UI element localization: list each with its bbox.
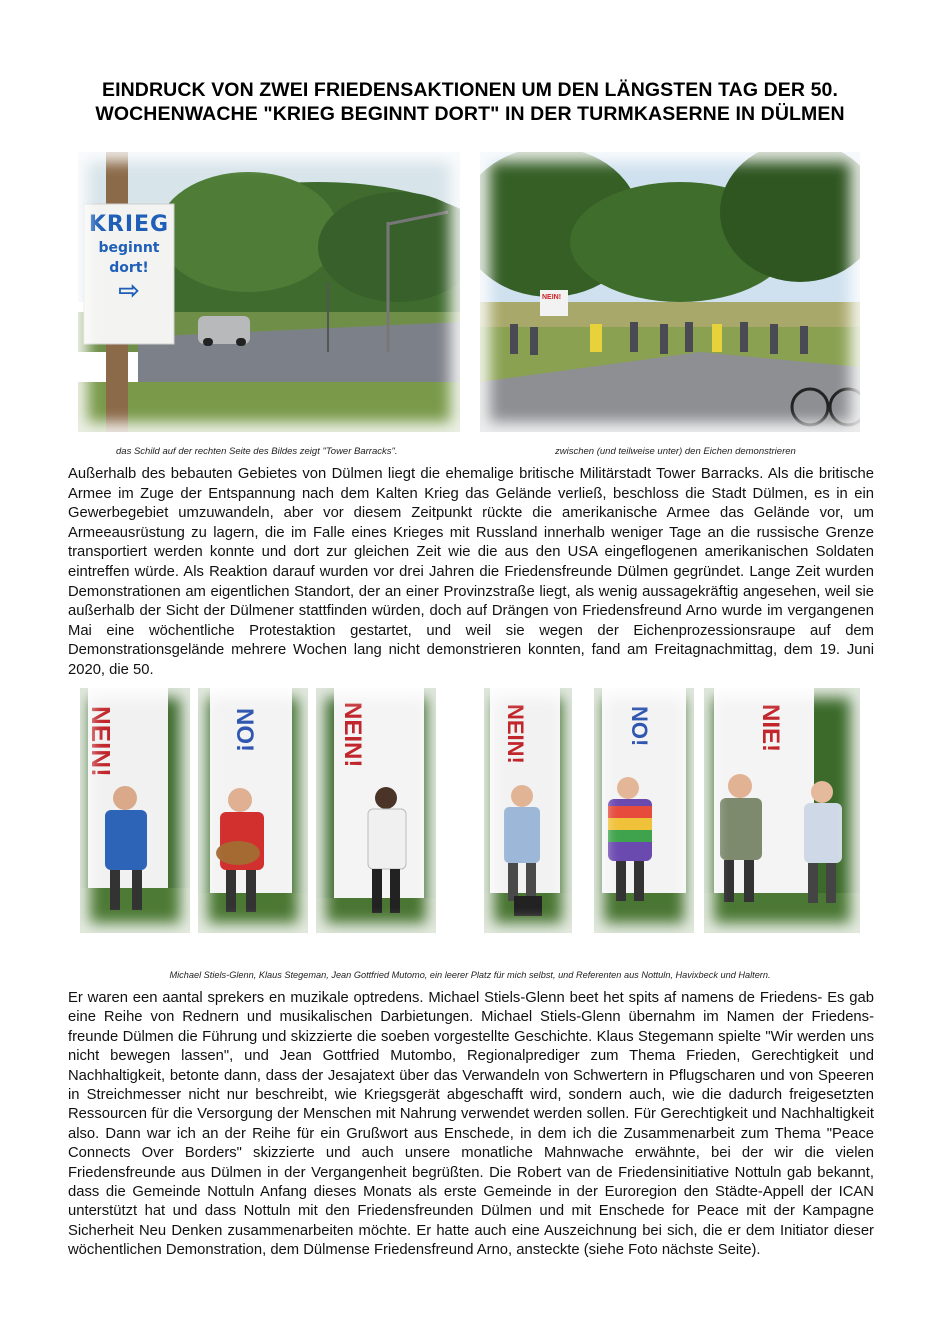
paragraph-2: Er waren een aantal sprekers en muzikale optredens. Michael Stiels-Glenn beet het spits af namens de Friedens- Es gab eine Reihe von Rednern und musikalischen Darbietungen. Michael Stiels-Glenn übernahm im Namen der Friedens- freunde Dülmen die Führung und skizzierte die soeben vorgestellte Geschichte. Klaus Stegemann spielte "Wir werden uns nicht bewegen lassen", und Jean Gottfried Mutombo, Regionalprediger zum Thema Frieden, Gerechtigkeit und Nachhaltigkeit, betonte dann, dass der Jesajatext über das Verwandeln von Schwertern in Pflugscharen und von Speeren in Streichmesser nicht nur beschreibt, wie Kriegsgerät abgeschafft wird, sondern auch, wie die dadurch freigesetzten Ressourcen für die Versorgung der Menschen mit Nahrung verwendet werden sollen. Für Gerechtigkeit und Nachhaltigkeit also. Dann war ich an der Reihe für ein Grußwort aus Enschede, in dem ich die Zusammenarbeit zum Thema "Peace Connects Over Borders" skizzierte und auch unsere monatliche Mahnwache erwähnte, bei der wir die vielen Friedensfreunde aus Dülmen in der Vergangenheit begrüßten. Die Robert van de Friedensinitiative Nottuln gab bekannt, dass die Gemeinde Nottuln Anfang dieses Monats als erste Gemeinde in der Euroregion den Städte-Appell der ICAN unterstützt hat und dass Nottuln mit den Friedensfreunden Dülmen und mit Enschede for Peace mit der Kampagne Sicherheit Neu Denken zusammenarbeiten möchte. Er hatte auch eine Auszeichnung bei sich, die er dem Initiator dieser wöchentlichen Demonstration, dem Dülmense Friedensfreund Arno, ansteckte (siehe Foto nächste Seite). <box>68 990 874 1259</box>
banner-text-2: NO! <box>231 708 258 752</box>
speaker-photo-1 <box>80 688 190 933</box>
title-line-2: WOCHENWACHE "KRIEG BEGINNT DORT" IN DER TURMKASERNE IN DÜLMEN <box>95 103 845 125</box>
photo-road-sign <box>78 152 460 432</box>
speaker-photo-4 <box>484 688 572 933</box>
speaker-photo-5 <box>594 688 694 933</box>
sign-line-2: beginnt <box>98 240 160 256</box>
speaker-photo-2 <box>198 688 308 933</box>
banner-text-5: NO! <box>627 706 652 747</box>
page-title <box>40 78 900 126</box>
sign-line-3: dort! <box>109 260 149 276</box>
speaker-photo-6 <box>704 688 860 933</box>
caption-right: zwischen (und teilweise unter) den Eichen demonstrieren <box>555 446 796 457</box>
banner-text-3: NEIN! <box>339 702 366 768</box>
banner-text-1: NEIN! <box>86 706 116 777</box>
arrow-right-icon: ⇨ <box>118 276 140 306</box>
caption-left: das Schild auf der rechten Seite des Bildes zeigt "Tower Barracks". <box>116 446 398 457</box>
photo-demonstration <box>480 152 860 432</box>
title-line-1: EINDRUCK VON ZWEI FRIEDENSAKTIONEN UM DEN LÄNGSTEN TAG DER 50. <box>101 79 839 101</box>
speaker-photo-3 <box>316 688 436 933</box>
banner-text-4: NEIN! <box>503 704 528 764</box>
sign-line-1: KRIEG <box>88 212 170 237</box>
banner-text-6: NIE! <box>757 704 784 752</box>
speaker-caption: Michael Stiels-Glenn, Klaus Stegeman, Jean Gottfried Mutomo, ein leerer Platz für mich selbst, und Referenten aus Nottuln, Havixbeck und Haltern. <box>169 970 771 980</box>
demo-banner-label: NEIN! <box>542 294 562 301</box>
paragraph-1: Außerhalb des bebauten Gebietes von Dülmen liegt die ehemalige britische Militärstadt Tower Barracks. Als die britische Armee im Zuge der Entspannung nach dem Kalten Krieg das Gelände verließ, beschloss die Stadt Dülmen, es in ein Gewerbegebiet umzuwandeln, aber vor diesem Zeitpunkt rückte die amerikanische Armee das Gelände vor, um Armeeausrüstung zu lagern, die im Falle eines Krieges mit Russland innerhalb weniger Tage an die russische Grenze transportiert werden konnte und dort zur gleichen Zeit wie die aus den USA eingeflogenen amerikanischen Soldaten eintreffen würde. Als Reaktion darauf wurden vor drei Jahren die Friedensfreunde Dülmen gegründet. Lange Zeit wurden Demonstrationen am eigentlichen Standort, der an einer Provinzstraße liegt, als wenig aussagekräftig angesehen, weil sie außerhalb der Sicht der Dülmener stattfinden würden, doch auf Drängen von Friedensfreund Arno wurde im vergangenen Mai eine wöchentliche Protestaktion gestartet, und weil sie wegen der Eichenprozessionsraupe auf dem Demonstrationsgelände mehrere Wochen lang nicht demonstrieren konnten, fand am Freitagnachmittag, dem 19. Juni 2020, die 50. <box>68 466 874 678</box>
krieg-sign <box>86 212 172 304</box>
